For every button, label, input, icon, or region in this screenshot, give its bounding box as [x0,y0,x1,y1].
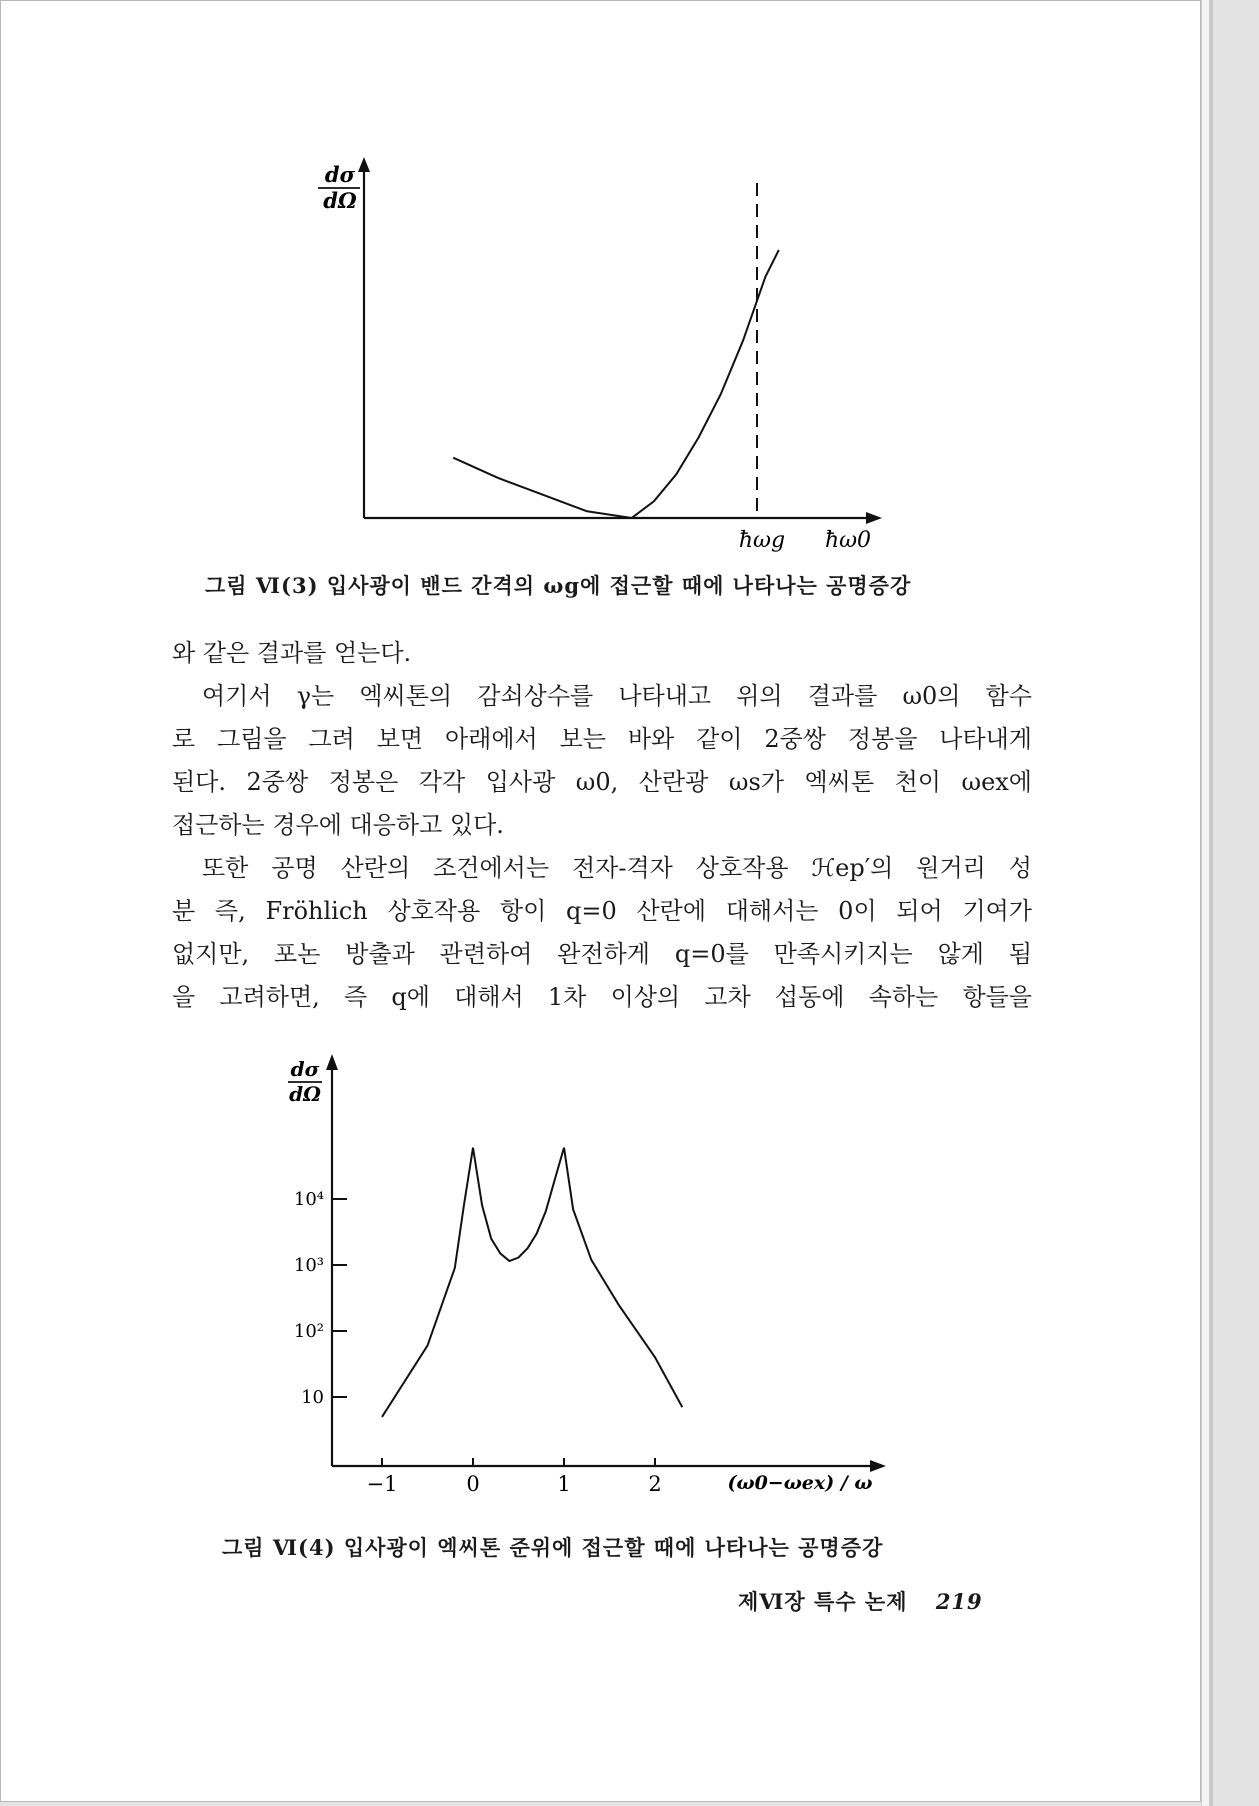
chapter-title: 제Ⅵ장 특수 논제 [738,1589,908,1614]
fig4-ylabel-den: dΩ [289,1082,321,1106]
paragraph-3 [172,847,1032,1019]
text-line: 와 같은 결과를 얻는다. [172,639,412,667]
text-line: 을 고려하면, 즉 q에 대해서 1차 이상의 고차 섭동에 속하는 항들을 [172,983,1032,1011]
fig4-ytick-label: 10⁴ [293,1189,324,1210]
page-number: 219 [935,1589,983,1614]
text-line: 접근하는 경우에 대응하고 있다. [172,811,504,839]
fig4-ytick-label: 10³ [293,1255,324,1276]
figure-4-caption: 그림 Ⅵ(4) 입사광이 엑씨톤 준위에 접근할 때에 나타나는 공명증강 [222,1535,884,1560]
fig3-y-arrow [358,157,370,172]
text-line: 로 그림을 그려 보면 아래에서 보는 바와 같이 2중쌍 정봉을 나타내게 [172,725,1032,753]
fig3-ylabel-num: dσ [324,162,356,187]
fig3-xtick-label: ħω0 [824,528,872,553]
fig4-xtick-label: 2 [648,1472,662,1496]
figure-3-caption: 그림 Ⅵ(3) 입사광이 밴드 간격의 ωg에 접근할 때에 나타나는 공명증강 [205,573,912,598]
fig3-series-line [453,250,779,518]
paragraph-1 [172,632,1032,675]
text-line: 또한 공명 산란의 조건에서는 전자-격자 상호작용 ℋep′의 원거리 성 [202,854,1032,882]
fig4-ytick-label: 10² [293,1321,324,1342]
fig4-ylabel-num: dσ [290,1057,320,1081]
fig4-xtick-label: −1 [366,1472,398,1496]
fig4-xlabel: (ω0−ωex) / ω [727,1472,873,1494]
paragraph-2 [172,675,1032,847]
fig4-xtick-label: 0 [466,1472,480,1496]
text-line: 분 즉, Fröhlich 상호작용 항이 q=0 산란에 대해서는 0이 되어 기여가 [172,897,1032,925]
text-line: 없지만, 포논 방출과 관련하여 완전하게 q=0를 만족시키지는 않게 됨 [172,940,1032,968]
fig4-xtick-label: 1 [557,1472,571,1496]
fig3-ylabel-den: dΩ [323,188,357,213]
text-line: 여기서 γ는 엑씨톤의 감쇠상수를 나타내고 위의 결과를 ω0의 함수 [202,682,1032,710]
text-line: 된다. 2중쌍 정봉은 각각 입사광 ω0, 산란광 ωs가 엑씨톤 천이 ωex에 [172,768,1032,796]
fig3-x-arrow [866,512,882,524]
page-footer [738,1586,983,1616]
fig4-ytick-label: 10 [301,1387,324,1408]
fig3-xtick-label: ħωg [738,528,786,553]
